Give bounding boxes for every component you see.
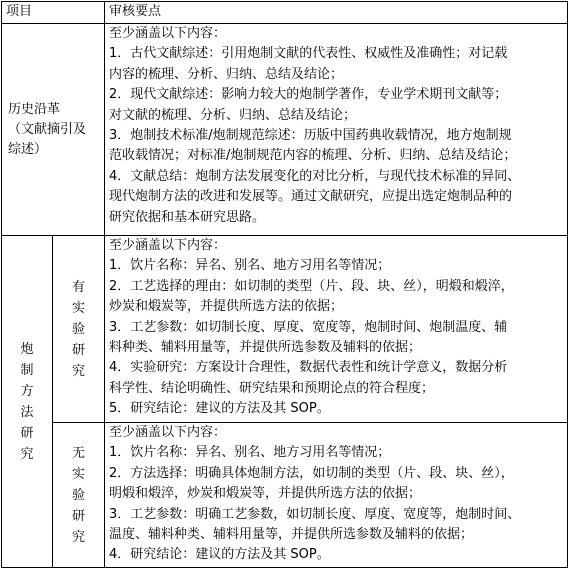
without-experiment-label-cell <box>53 423 105 568</box>
with-experiment-row <box>2 236 568 423</box>
method-label-char: 法 <box>20 404 34 420</box>
content-line: 至少涵盖以下内容： <box>109 425 227 440</box>
sub-label-char: 验 <box>72 487 86 503</box>
method-label-char: 制 <box>20 362 34 378</box>
sub-label-char: 无 <box>72 445 86 461</box>
history-row <box>2 24 568 236</box>
history-content-cell <box>105 24 568 236</box>
content-line: 至少涵盖以下内容： <box>109 26 227 41</box>
content-line: 温度、辅料种类、辅料用量等，并提供所选参数及辅料的依据； <box>109 527 474 543</box>
sub-label-char: 究 <box>72 529 86 545</box>
history-label-line: （文献摘引及 <box>8 121 87 137</box>
content-line: 5．研究结论：建议的方法及其 SOP。 <box>109 401 330 417</box>
sub-label-char: 实 <box>72 466 86 482</box>
content-line: 至少涵盖以下内容： <box>109 238 227 253</box>
content-line: 1．饮片名称：异名、别名、地方习用名等情况； <box>109 445 391 461</box>
content-line: 范收载情况；对标准/炮制规范内容的梳理、分析、归纳、总结及结论； <box>109 148 517 164</box>
content-line: 1．古代文献综述：引用炮制文献的代表性、权威性及准确性；对记载 <box>109 46 508 62</box>
method-research-label-cell <box>2 236 53 568</box>
content-line: 4．实验研究：方案设计合理性，数据代表性和统计学意义，数据分析 <box>109 360 508 376</box>
content-line: 现代炮制方法的改进和发展等。通过文献研究，应提出选定炮制品种的 <box>109 189 513 205</box>
sub-label-char: 有 <box>72 279 86 295</box>
sub-label-char: 究 <box>72 363 86 379</box>
method-label-char: 究 <box>20 446 34 462</box>
sub-label-char: 研 <box>72 508 86 524</box>
without-experiment-row <box>2 423 568 568</box>
content-line: 料种类、辅料用量等，并提供所选参数及辅料的依据； <box>109 340 422 356</box>
with-experiment-label-cell <box>53 236 105 423</box>
table-header-row <box>2 2 568 24</box>
content-line: 4．文献总结：炮制方法发展变化的对比分析，与现代技术标准的异同、 <box>109 168 521 184</box>
content-line: 1．饮片名称：异名、别名、地方习用名等情况； <box>109 258 391 274</box>
content-line: 科学性、结论明确性、研究结果和预期论点的符合程度； <box>109 380 435 396</box>
sub-label-char: 实 <box>72 300 86 316</box>
content-line: 2．工艺选择的理由：如切制的类型（片、段、块、丝），明煅和煅淬， <box>109 278 514 294</box>
content-line: 明煅和煅淬，炒炭和煅炭等，并提供所选方法的依据； <box>109 486 422 502</box>
header-points-cell: 审核要点 <box>105 2 568 24</box>
content-line: 2．现代文献综述：影响力较大的炮制学著作，专业学术期刊文献等； <box>109 87 508 103</box>
content-line: 2．方法选择：明确具体炮制方法，如切制的类型（片、段、块、丝）， <box>109 465 514 481</box>
content-line: 3．工艺参数：如切制长度、厚度、宽度等，炮制时间、炮制温度、辅 <box>109 319 508 335</box>
content-line: 4．研究结论：建议的方法及其 SOP。 <box>109 547 330 563</box>
content-line: 研究依据和基本研究思路。 <box>109 209 266 225</box>
without-experiment-content-cell <box>105 423 568 568</box>
sub-label-char: 研 <box>72 342 86 358</box>
history-label-line: 综述） <box>8 141 48 157</box>
method-label-char: 方 <box>20 383 34 399</box>
review-points-table <box>1 1 568 568</box>
content-line: 内容的梳理、分析、归纳、总结及结论； <box>109 66 344 82</box>
content-line: 炒炭和煅炭等，并提供所选方法的依据； <box>109 299 344 315</box>
content-line: 对文献的梳理、分析、归纳、总结及结论； <box>109 107 357 123</box>
sub-label-char: 验 <box>72 321 86 337</box>
method-label-char: 研 <box>20 425 34 441</box>
header-item-cell: 项目 <box>2 2 105 24</box>
content-line: 3．工艺参数：明确工艺参数，如切制长度、厚度、宽度等，炮制时间、 <box>109 506 521 522</box>
history-label-line: 历史沿革 <box>8 101 61 117</box>
content-line: 3．炮制技术标准/炮制规范综述：历版中国药典收载情况，地方炮制规 <box>109 128 512 144</box>
history-label-cell <box>2 24 105 236</box>
method-label-char: 炮 <box>20 341 34 357</box>
with-experiment-content-cell <box>105 236 568 423</box>
